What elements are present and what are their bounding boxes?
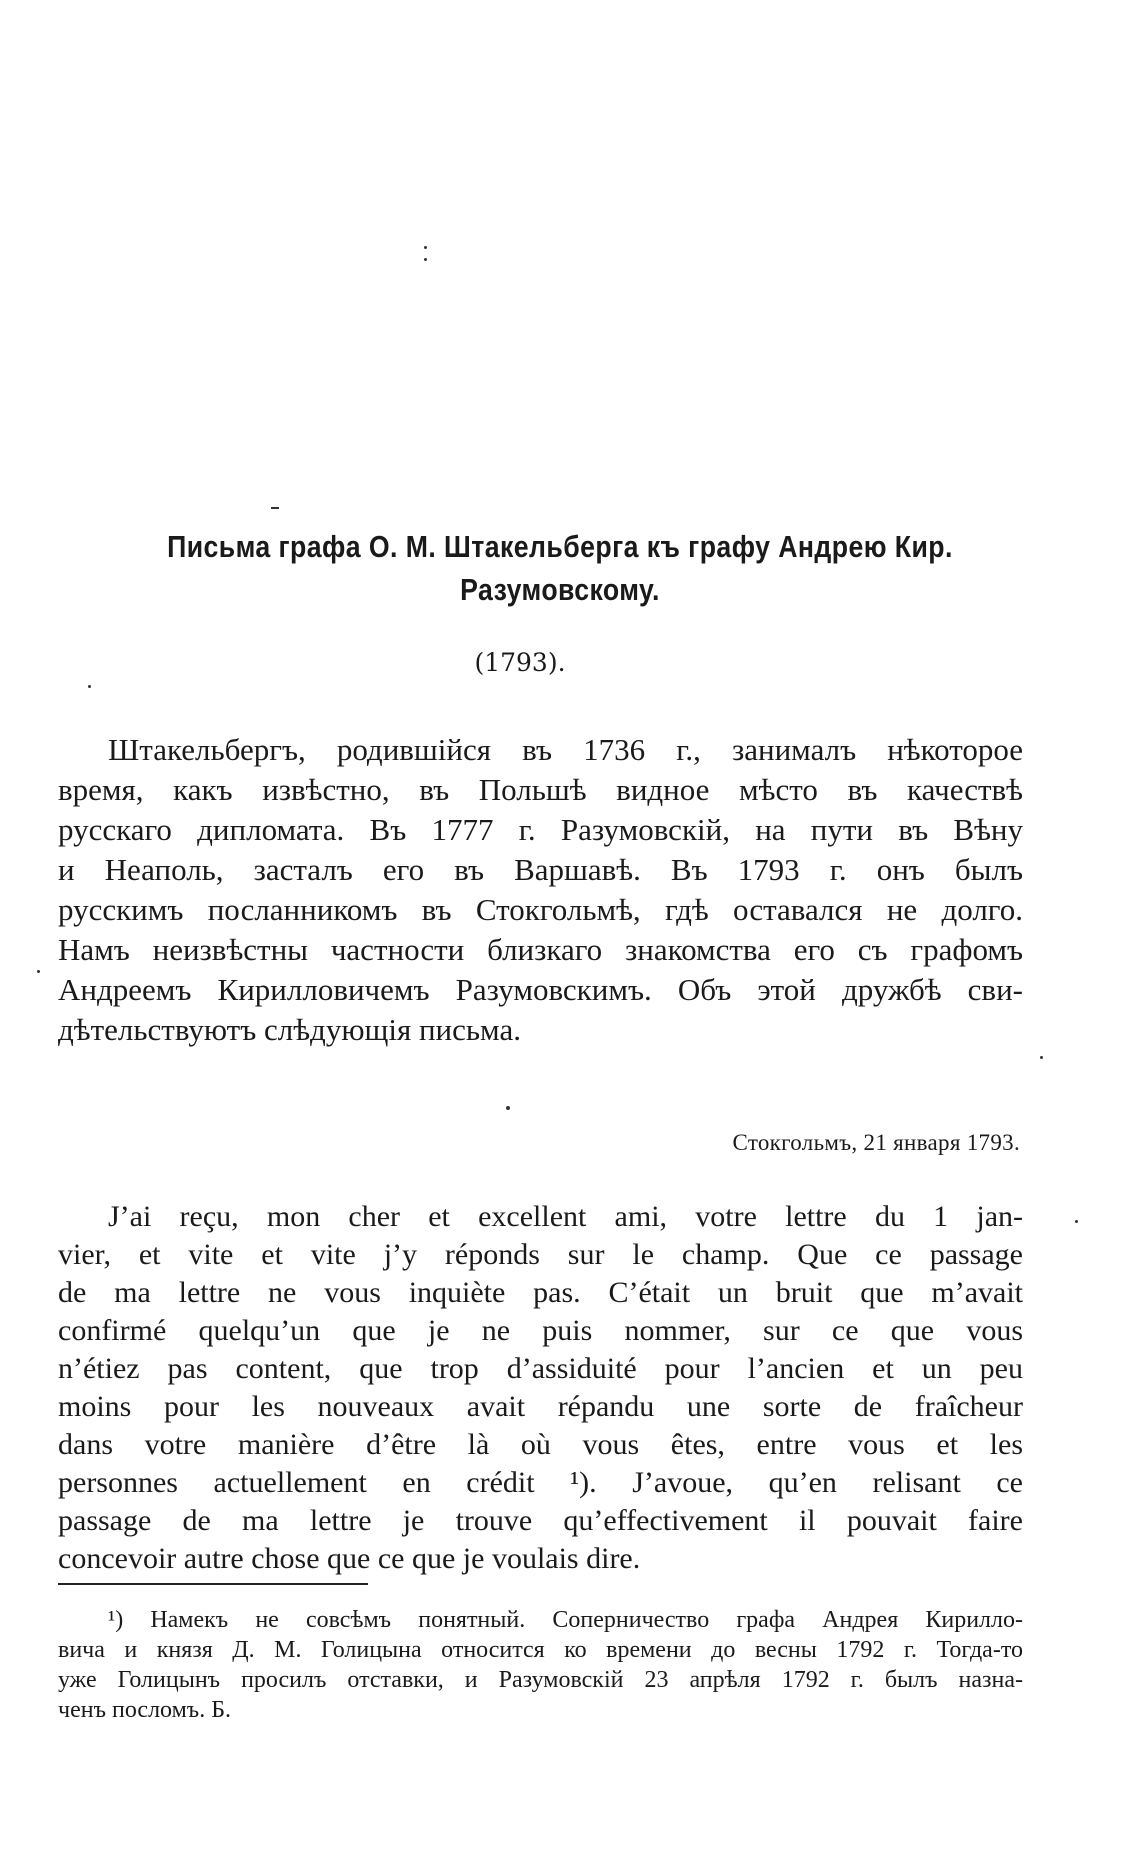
year-label: (1793).	[474, 648, 566, 677]
letter-line: moins pour les nouveaux avait répandu une sorte de fraîcheur	[58, 1390, 1023, 1423]
letter-dateline: Стокгольмъ, 21 января 1793.	[732, 1130, 1020, 1155]
footnote-divider	[58, 1583, 368, 1585]
intro-paragraph	[58, 730, 1023, 1050]
letter-body	[58, 1198, 1023, 1578]
ink-speck	[1040, 1056, 1043, 1059]
intro-line: дѣтельствуютъ слѣдующія письма.	[58, 1012, 521, 1047]
footnote-line: ченъ посломъ. Б.	[58, 1697, 231, 1723]
ink-speck	[37, 970, 40, 973]
ink-speck	[506, 1106, 510, 1110]
ink-speck	[271, 507, 279, 509]
ink-speck	[424, 246, 427, 249]
ink-speck	[88, 685, 91, 688]
letter-line: dans votre manière d’être là où vous êtes, entre vous et les	[58, 1428, 1023, 1461]
letter-line: personnes actuellement en crédit ¹). J’avoue, qu’en relisant ce	[58, 1466, 1023, 1499]
letter-line: vier, et vite et vite j’y réponds sur le champ. Que ce passage	[58, 1238, 1023, 1271]
intro-line: русскаго дипломата. Въ 1777 г. Разумовскій, на пути въ Вѣну	[58, 812, 1023, 847]
intro-line: русскимъ посланникомъ въ Стокгольмѣ, гдѣ оставался не долго.	[58, 892, 1023, 927]
intro-line: Намъ неизвѣстны частности близкаго знакомства его съ графомъ	[58, 932, 1023, 967]
intro-line: Штакельбергъ, родившійся въ 1736 г., занималъ нѣкоторое	[108, 732, 1023, 767]
ink-speck	[1075, 1220, 1078, 1223]
letter-line: concevoir autre chose que ce que je voulais dire.	[58, 1542, 641, 1575]
intro-line: Андреемъ Кирилловичемъ Разумовскимъ. Объ этой дружбѣ сви-	[58, 972, 1023, 1007]
letter-line: J’ai reçu, mon cher et excellent ami, votre lettre du 1 jan-	[108, 1200, 1023, 1233]
intro-line: и Неаполь, засталъ его въ Варшавѣ. Въ 1793 г. онъ былъ	[58, 852, 1023, 887]
footnote-line: уже Голицынъ просилъ отставки, и Разумовскій 23 апрѣля 1792 г. былъ назна-	[58, 1667, 1023, 1693]
page-title-line-1: Письма графа О. М. Штакельберга къ графу Андрею Кир.	[167, 529, 953, 564]
page-title-line-2: Разумовскому.	[460, 572, 660, 607]
letter-line: de ma lettre ne vous inquiète pas. C’était un bruit que m’avait	[58, 1276, 1023, 1309]
letter-line: confirmé quelqu’un que je ne puis nommer, sur ce que vous	[58, 1314, 1023, 1347]
letter-line: passage de ma lettre je trouve qu’effectivement il pouvait faire	[58, 1504, 1023, 1537]
footnote	[58, 1605, 1023, 1725]
letter-line: n’étiez pas content, que trop d’assiduité pour l’ancien et un peu	[58, 1352, 1023, 1385]
footnote-line: ¹) Намекъ не совсѣмъ понятный. Соперничество графа Андрея Кирилло-	[108, 1607, 1023, 1633]
ink-speck	[424, 258, 427, 261]
intro-line: время, какъ извѣстно, въ Польшѣ видное мѣсто въ качествѣ	[58, 772, 1023, 807]
footnote-line: вича и князя Д. М. Голицына относится ко времени до весны 1792 г. Тогда-то	[58, 1637, 1023, 1663]
